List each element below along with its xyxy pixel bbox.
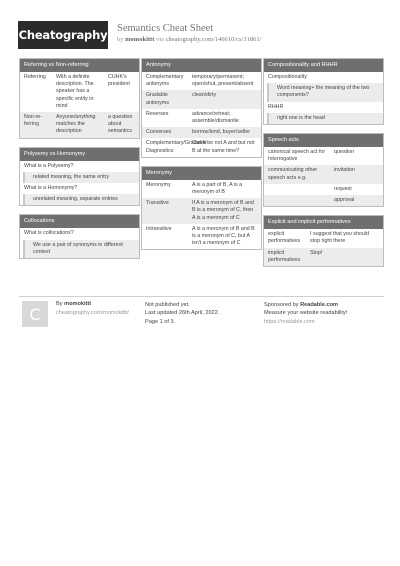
- answer: We use a pair of synonyms in different context: [23, 240, 139, 258]
- term: Intransitive: [146, 225, 172, 232]
- via-text: via: [154, 36, 166, 43]
- footer-author-name[interactable]: momokittt: [64, 301, 92, 307]
- table-row: [142, 109, 261, 127]
- example: a question about semantics: [108, 114, 133, 135]
- page-number: Page 1 of 3.: [145, 318, 176, 325]
- definition: invitation: [334, 167, 355, 174]
- table-row: [142, 72, 261, 90]
- antonymy-heading: Antonymy: [142, 59, 261, 72]
- term: Transitive: [146, 200, 169, 207]
- term: communicating other speech acts e.g.: [268, 167, 318, 181]
- definition: temporary/permanent; open/shut, present/absent: [192, 74, 254, 88]
- publication-info: [145, 301, 219, 326]
- by-prefix: by: [117, 36, 126, 43]
- term: Complementary antonyms: [146, 74, 184, 88]
- answer: unrelated meaning, separate entries: [23, 194, 139, 205]
- collocations-card: [19, 214, 140, 259]
- term: Referring: [24, 74, 46, 80]
- definition: borrow/lend, buyer/seller: [192, 129, 250, 136]
- polysemy-card: [19, 147, 140, 207]
- term: [268, 197, 334, 204]
- definition: Stop!: [310, 249, 323, 256]
- term: implicit performatives: [268, 249, 301, 263]
- sheet-url[interactable]: cheatography.com/146610/cs/31861/: [165, 36, 262, 43]
- cheatography-logo[interactable]: Cheatography: [18, 21, 108, 49]
- table-row: [142, 90, 261, 108]
- author-link[interactable]: momokittt: [125, 36, 155, 43]
- performatives-card: [263, 215, 384, 267]
- definition: I suggest that you should stop right there: [310, 231, 369, 245]
- definition: A is a meronym of B and B is a meronym of C, but A isn't a meronym of C: [192, 225, 255, 247]
- question: What is a Homonymy?: [24, 185, 78, 192]
- answer: right one is the head: [267, 113, 383, 124]
- by-label: By: [56, 301, 65, 307]
- performatives-heading: Explicit and implicit performatives: [264, 216, 383, 229]
- answer: related meaning, the same entry: [23, 172, 139, 183]
- definition: question: [334, 149, 355, 156]
- term: Non-referring: [24, 114, 42, 128]
- author-avatar[interactable]: C: [22, 301, 48, 327]
- antonymy-card: [141, 58, 262, 158]
- table-row: [20, 72, 139, 112]
- table-row: [142, 127, 261, 138]
- answer: Word meaning+ the meaning of the two components?: [267, 83, 383, 101]
- compositionality-heading: Compositionality and RHHR: [264, 59, 383, 72]
- compositionality-card: [263, 58, 384, 125]
- term: canonical speech act for Interrogative: [268, 149, 326, 163]
- collocations-heading: Collocations: [20, 215, 139, 228]
- table-row: [142, 198, 261, 224]
- definition: A is a part of B, A is a meronym of B: [192, 181, 243, 196]
- question: Compositionality: [268, 74, 307, 80]
- polysemy-heading: Polysemy vs Homonymy: [20, 148, 139, 161]
- table-row: [264, 248, 383, 266]
- table-row: [264, 229, 383, 247]
- column-1: [19, 58, 140, 267]
- sponsor-tagline: Measure your website readability!: [264, 310, 348, 317]
- definition: Anyone/anything matches the description: [56, 114, 96, 135]
- term: [268, 186, 334, 193]
- table-row: [264, 195, 383, 206]
- footer-author: [56, 301, 129, 316]
- term: Complementary/Gradable Diagnostics: [146, 140, 207, 154]
- speech-acts-heading: Speech acts: [264, 134, 383, 147]
- term: Reverses: [146, 110, 169, 117]
- table-row: [264, 184, 383, 195]
- referring-heading: Referring vs Non-referring: [20, 59, 139, 72]
- sheet-title: Semantics Cheat Sheet: [117, 23, 214, 34]
- definition: Can it be not A and but not B at the same time?: [192, 140, 255, 154]
- column-3: [263, 58, 384, 275]
- term: Converses: [146, 129, 172, 136]
- table-row: [264, 165, 383, 183]
- sponsor-url[interactable]: https://readable.com: [264, 318, 315, 325]
- table-row: [142, 224, 261, 250]
- example: CUHK's president: [108, 74, 130, 88]
- author-profile-link[interactable]: cheatography.com/momokittt/: [56, 310, 129, 316]
- question: What is a Polysemy?: [24, 162, 74, 169]
- term: Meronymy: [146, 181, 171, 188]
- sponsored-by-label: Sponsored by: [264, 302, 301, 308]
- publish-status: Not published yet.: [145, 302, 190, 308]
- question: RHHR: [268, 103, 284, 110]
- last-updated: Last updated 26th April, 2022.: [145, 310, 220, 317]
- table-row: [264, 147, 383, 165]
- definition: With a definite description. The speaker has a specific entity in mind: [56, 74, 94, 109]
- sponsor-info: [264, 301, 347, 326]
- definition: request: [334, 185, 352, 192]
- definition: approval: [334, 197, 355, 204]
- sponsor-line: [264, 301, 347, 309]
- speech-acts-card: [263, 133, 384, 207]
- table-row: [142, 180, 261, 198]
- meronymy-card: [141, 166, 262, 251]
- question: What is collocations?: [24, 230, 74, 237]
- table-row: [142, 138, 261, 156]
- term: explicit performatives: [268, 231, 301, 245]
- byline: [117, 36, 261, 43]
- footer: [19, 296, 384, 336]
- referring-card: [19, 58, 140, 139]
- definition: If A is a meronym of B and B is a meronym of C, then A is a meronym of C: [192, 200, 254, 221]
- sponsor-link[interactable]: Readable.com: [300, 302, 339, 308]
- column-2: [141, 58, 262, 258]
- term: Gradable antonyms: [146, 92, 169, 106]
- definition: clean/dirty: [192, 92, 217, 99]
- definition: advance/retreat; assemble/dismantle: [192, 110, 239, 125]
- table-row: [20, 112, 139, 138]
- meronymy-heading: Meronymy: [142, 167, 261, 180]
